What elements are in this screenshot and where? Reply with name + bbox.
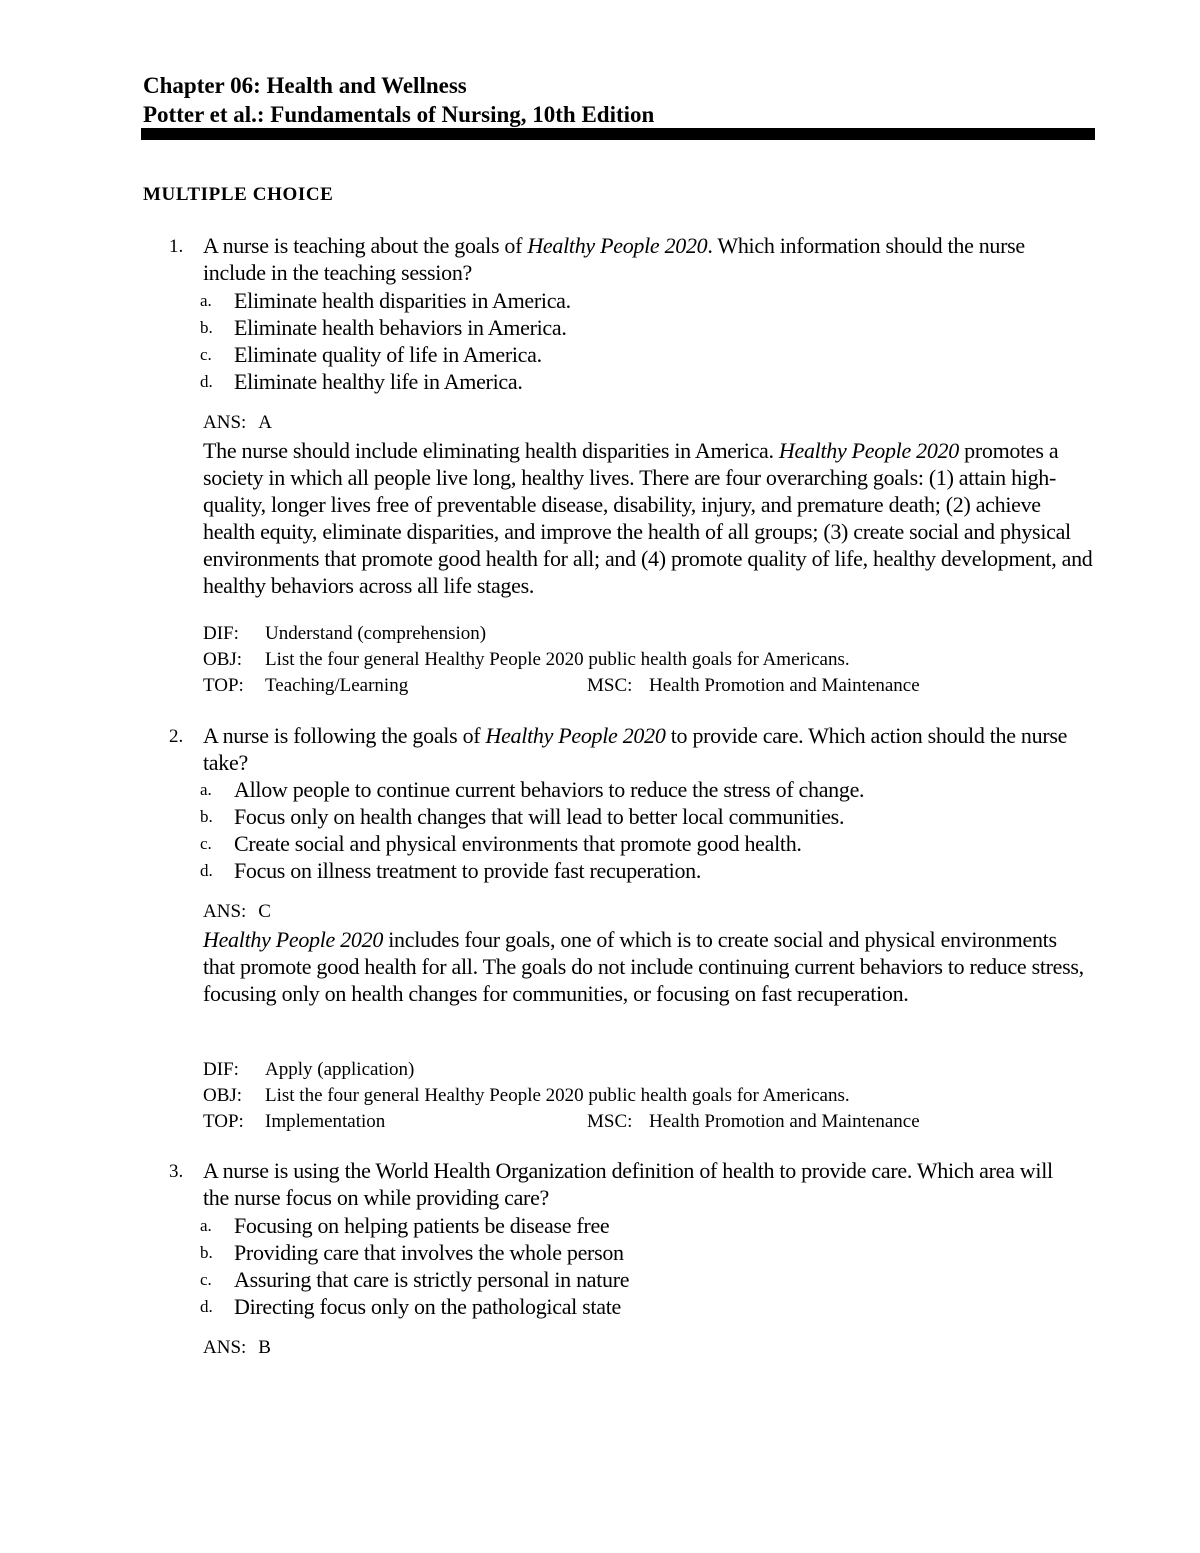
dif-value: Apply (application): [265, 1059, 415, 1080]
option-text: Providing care that involves the whole person: [234, 1240, 624, 1265]
option-b: [0, 314, 1200, 341]
option-text: Eliminate health disparities in America.: [234, 288, 571, 313]
book-title: Potter et al.: Fundamentals of Nursing, 10th Edition: [143, 102, 655, 127]
section-heading: MULTIPLE CHOICE: [143, 184, 334, 205]
obj-value: List the four general Healthy People 2020 public health goals for Americans.: [265, 1085, 850, 1106]
option-letter: c.: [200, 1270, 212, 1289]
answer-value: A: [258, 412, 273, 433]
msc-label: MSC:: [587, 1111, 633, 1132]
question-metadata: [203, 1057, 1103, 1135]
question-number: 2.: [169, 726, 184, 747]
option-letter: a.: [200, 780, 212, 799]
rationale-text: The nurse should include eliminating health disparities in America.: [203, 438, 779, 463]
top-label: TOP:: [203, 1111, 244, 1132]
answer-value: B: [258, 1337, 271, 1358]
msc-label: MSC:: [587, 675, 633, 696]
option-b: [0, 1239, 1200, 1266]
answer-label: ANS:: [203, 901, 247, 922]
question-number: 1.: [169, 236, 184, 257]
obj-row: [203, 647, 1103, 673]
option-letter: c.: [200, 834, 212, 853]
top-label: TOP:: [203, 675, 244, 696]
msc-value: Health Promotion and Maintenance: [649, 675, 920, 696]
top-value: Teaching/Learning: [265, 675, 409, 696]
answer-line: [203, 410, 272, 436]
option-letter: a.: [200, 291, 212, 310]
question-metadata: [203, 621, 1103, 699]
msc-value: Health Promotion and Maintenance: [649, 1111, 920, 1132]
dif-row: [203, 621, 1103, 647]
stem-italic-text: Healthy People 2020: [527, 233, 708, 258]
option-text: Create social and physical environments that promote good health.: [234, 831, 802, 856]
option-c: [0, 1266, 1200, 1293]
stem-text: A nurse is following the goals of: [203, 723, 486, 748]
option-c: [0, 341, 1200, 368]
header-rule: [141, 128, 1095, 140]
option-text: Allow people to continue current behaviors to reduce the stress of change.: [234, 777, 865, 802]
option-letter: d.: [200, 372, 213, 391]
option-d: [0, 857, 1200, 884]
stem-text: A nurse is using the World Health Organization definition of health to provide care. Which area will the nurse focus on while providing care?: [203, 1158, 1053, 1210]
question-stem: [203, 1157, 1083, 1211]
option-a: [0, 776, 1200, 803]
option-letter: d.: [200, 861, 213, 880]
top-row: [203, 673, 1103, 699]
rationale-text-continued: includes four goals, one of which is to create social and physical environments that promote good health for all. The goals do not include continuing current behaviors to reduce stress, focusing only on health changes for communities, or focusing on fast recuperation.: [203, 927, 1084, 1006]
option-text: Eliminate healthy life in America.: [234, 369, 523, 394]
answer-line: [203, 899, 271, 925]
option-b: [0, 803, 1200, 830]
option-d: [0, 1293, 1200, 1320]
stem-text-continued: to provide care. Which action should the nurse take?: [203, 723, 1068, 775]
option-text: Assuring that care is strictly personal in nature: [234, 1267, 630, 1292]
question-stem: [203, 232, 1083, 286]
option-text: Focus on illness treatment to provide fast recuperation.: [234, 858, 702, 883]
option-letter: b.: [200, 318, 213, 337]
rationale-italic-text: Healthy People 2020: [203, 927, 384, 952]
stem-text: A nurse is teaching about the goals of: [203, 233, 528, 258]
option-text: Eliminate quality of life in America.: [234, 342, 542, 367]
option-text: Focus only on health changes that will lead to better local communities.: [234, 804, 845, 829]
obj-label: OBJ:: [203, 1085, 243, 1106]
answer-label: ANS:: [203, 412, 247, 433]
option-letter: a.: [200, 1216, 212, 1235]
option-text: Directing focus only on the pathological state: [234, 1294, 621, 1319]
answer-value: C: [258, 901, 271, 922]
question-number: 3.: [169, 1161, 184, 1182]
dif-value: Understand (comprehension): [265, 623, 487, 644]
dif-label: DIF:: [203, 1059, 239, 1080]
option-a: [0, 1212, 1200, 1239]
rationale: [203, 926, 1093, 1007]
option-letter: b.: [200, 807, 213, 826]
rationale: [203, 437, 1093, 599]
dif-label: DIF:: [203, 623, 239, 644]
question-stem: [203, 722, 1083, 776]
option-text: Focusing on helping patients be disease free: [234, 1213, 610, 1238]
top-row: [203, 1109, 1103, 1135]
rationale-italic-text: Healthy People 2020: [778, 438, 959, 463]
option-letter: c.: [200, 345, 212, 364]
stem-text-continued: . Which information should the nurse include in the teaching session?: [203, 233, 1025, 285]
stem-italic-text: Healthy People 2020: [485, 723, 666, 748]
option-c: [0, 830, 1200, 857]
top-value: Implementation: [265, 1111, 386, 1132]
answer-line: [203, 1335, 271, 1361]
chapter-title: Chapter 06: Health and Wellness: [143, 73, 467, 98]
option-letter: b.: [200, 1243, 213, 1262]
dif-row: [203, 1057, 1103, 1083]
answer-label: ANS:: [203, 1337, 247, 1358]
obj-label: OBJ:: [203, 649, 243, 670]
option-a: [0, 287, 1200, 314]
option-letter: d.: [200, 1297, 213, 1316]
obj-value: List the four general Healthy People 2020 public health goals for Americans.: [265, 649, 850, 670]
option-text: Eliminate health behaviors in America.: [234, 315, 567, 340]
obj-row: [203, 1083, 1103, 1109]
option-d: [0, 368, 1200, 395]
rationale-text-continued: promotes a society in which all people live long, healthy lives. There are four overarching goals: (1) attain high-quality, longer lives free of preventable disease, disability, injury, and premature death; (2) achieve health equity, eliminate disparities, and improve the health of all groups; (3) create social and physical environments that promote good health for all; and (4) promote quality of life, healthy development, and healthy behaviors across all life stages.: [203, 438, 1093, 598]
